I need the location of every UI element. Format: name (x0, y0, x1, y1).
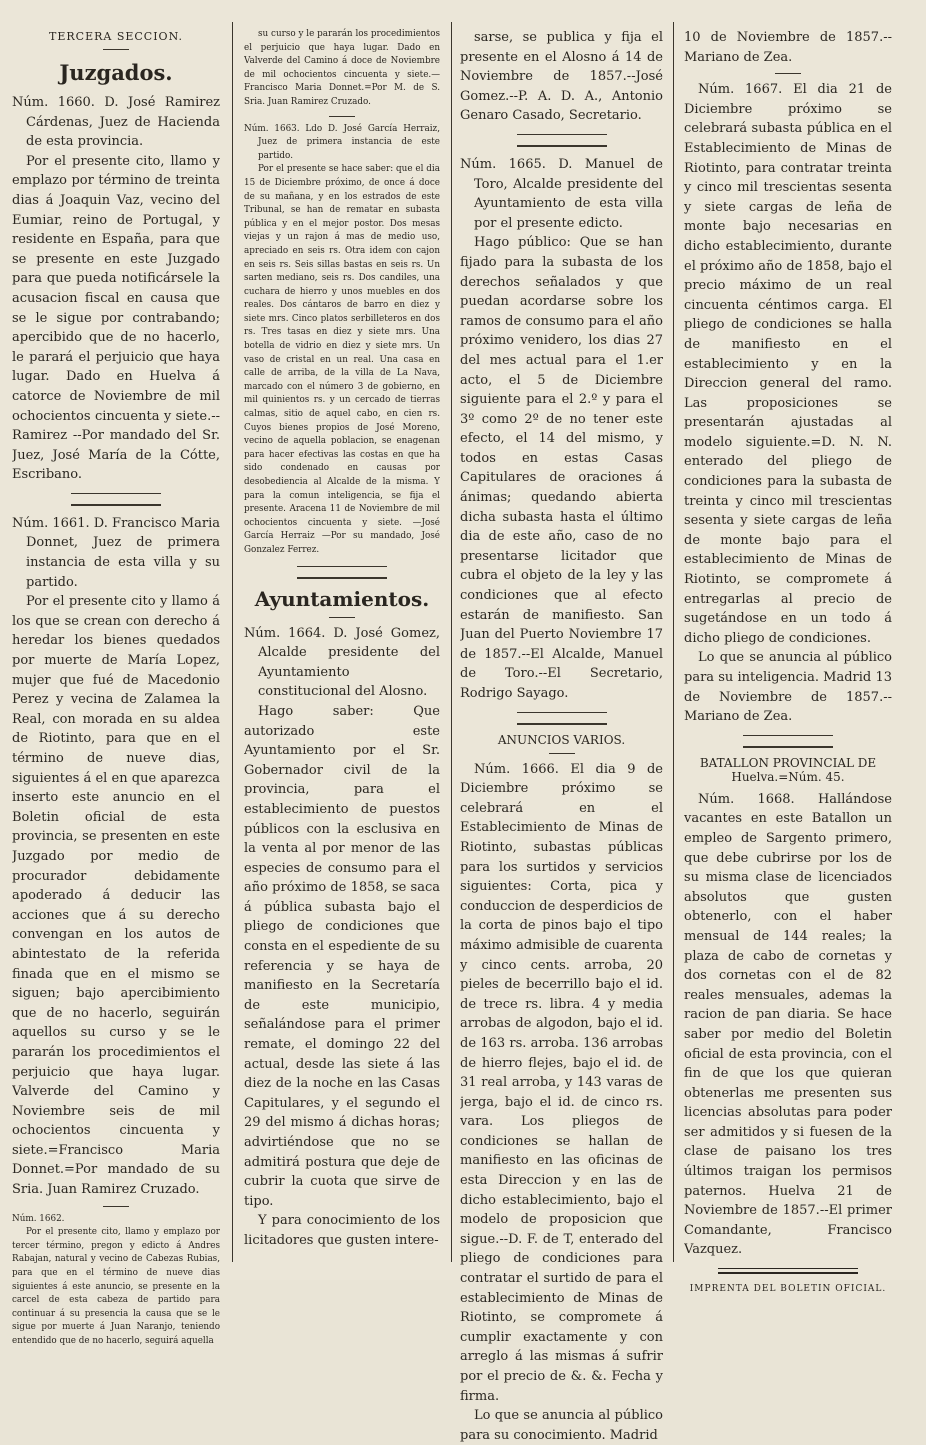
notice-1665-header: Núm. 1665. D. Manuel de Toro, Alcalde presidente del Ayuntamiento de esta villa por el presente edicto. (460, 156, 663, 231)
heading-ayuntamientos: Ayuntamientos. (254, 586, 430, 611)
notice-1664-header: Núm. 1664. D. José Gomez, Alcalde presidente del Ayuntamiento constitucional del Alosno. (244, 625, 440, 700)
notice-1667-body: Núm. 1667. El dia 21 de Diciembre próximo se celebrará subasta pública en el Establecimiento de Minas de Riotinto, para contratar treinta y cinco mil trescientas sesenta y siete cargas de leña de monte bajo necesarias en dicho establecimiento, durante el próximo año de 1858, bajo el precio máximo de un real cincuenta céntimos carga. El pliego de condiciones se halla de manifiesto en el establecimiento y en la Direccion general del ramo. Las proposiciones se presentarán ajustadas al modelo siguiente.=D. N. N. enterado del pliego de condiciones para la subasta de treinta y cinco mil trescientas sesenta y siete cargas de leña de monte bajo para el establecimiento de Minas de Riotinto, se compromete á entregarlas al precio de sugetándose en un todo á dicho pliego de condiciones. (684, 82, 892, 646)
divider (718, 1268, 858, 1274)
column-rule (451, 22, 452, 1262)
notice-1663-body: Por el presente se hace saber: que el dia 15 de Diciembre próximo, de once á doce de su mañana, y en los estrados de este Tribunal, se han de rematar en subasta pública y en el mejor postor. Dos mesas viejas y un rajon á mas de medio uso, apreciado en seis rs. Otra idem con cajon en seis rs. Seis sillas bastas en seis rs. Un sarten mediano, seis rs. Dos candiles, una cuchara de hierro y unos muebles en dos reales. Dos cántaros de barro en diez y siete mrs. Cinco platos serbilleteros en dos rs. Tres tasas en diez y siete mrs. Una botella de vidrio en diez y siete mrs. Un vaso de cristal en un real. Una casa en calle de arriba, de la villa de La Nava, marcado con el número 3 de gobierno, en mil quinientos rs. y un cercado de tierras calmas, sitio de aquel cabo, en cien rs. Cuyos bienes propios de José Moreno, vecino de aquella poblacion, se enagenan para hacer efectivas las costas en que ha sido condenado en causas por desobediencia al Alcalde de la misma. Y para la comun inteligencia, se fija el presente. Aracena 11 de Noviembre de mil ochocientos cincuenta y siete. —José García Herraiz —Por su mandado, José Gonzalez Ferrez. (244, 164, 440, 555)
notice-1666-closing: Lo que se anuncia al público para su conocimiento. Madrid (460, 1408, 663, 1443)
column-1 (12, 28, 220, 1349)
notice-1667-closing: Lo que se anuncia al público para su inteligencia. Madrid 13 de Noviembre de 1857.-- Mariano de Zea. (684, 650, 892, 725)
printer-footer: IMPRENTA DEL BOLETIN OFICIAL. (689, 1284, 887, 1295)
divider (517, 134, 607, 147)
notice-1662-header: Núm. 1662. (12, 1213, 65, 1224)
section-title: TERCERA SECCION. (49, 30, 183, 43)
divider (329, 116, 355, 117)
divider (517, 712, 607, 725)
divider (103, 49, 129, 50)
column-3 (460, 28, 663, 1445)
heading-batallon: BATALLON PROVINCIAL DE (699, 755, 877, 770)
notice-1664-closing: Y para conocimiento de los licitadores que gusten intere- (244, 1213, 440, 1248)
divider (549, 753, 575, 754)
column-2 (244, 28, 440, 1251)
notice-1666-continued: 10 de Noviembre de 1857.-- Mariano de Zea. (684, 30, 892, 65)
divider (297, 566, 387, 579)
notice-1662-continued: su curso y le pararán los procedimientos el perjuicio que haya lugar. Dado en Valverde del Camino á doce de Noviembre de mil ochocientos cincuenta y siete.—Francisco Maria Donnet.=Por M. de S. Sria. Juan Ramirez Cruzado. (244, 29, 440, 107)
notice-1668-body: Núm. 1668. Hallándose vacantes en este Batallon un empleo de Sargento primero, que debe cubrirse por los de su misma clase de licenciados absolutos que gusten obtenerlo, con el haber mensual de 144 reales; la plaza de cabo de cornetas y dos cornetas con el de 82 reales mensuales, ademas la racion de pan diaria. Se hace saber por medio del Boletin oficial de esta provincia, con el fin de que los que quieran obtenerlas me presenten sus licencias absolutas para poder ser admitidos y si fuesen de la clase de paisano los tres últimos traigan los permisos paternos. Huelva 21 de Noviembre de 1857.--El primer Comandante, Francisco Vazquez. (684, 791, 892, 1258)
notice-1660-header: Núm. 1660. D. José Ramirez Cárdenas, Juez de Hacienda de esta provincia. (12, 95, 220, 150)
column-rule (673, 22, 674, 1262)
divider (103, 1206, 129, 1207)
divider (775, 73, 801, 74)
notice-1665-body: Hago público: Que se han fijado para la subasta de los derechos señalados y que puedan acordarse sobre los ramos de consumo para el año próximo venidero, los dias 27 del mes actual para el 1.er acto, el 5 de Diciembre siguiente para el 2.º y para el 3º como 2º de no tener este efecto, el 14 del mismo, y todos en estas Casas Capitulares de oraciones á ánimas; quedando abierta dicha subasta hasta el último dia de este año, caso de no presentarse licitador que cubra el objeto de la ley y las condiciones que al efecto estarán de manifiesto. San Juan del Puerto Noviembre 17 de 1857.--El Alcalde, Manuel de Toro.--El Secretario, Rodrigo Sayago. (460, 235, 663, 701)
column-4 (684, 28, 892, 1294)
notice-1661-body: Por el presente cito y llamo á los que se crean con derecho á heredar los bienes quedados por muerte de María Lopez, mujer que fué de Macedonio Perez y vecina de Zalamea la Real, con morada en su aldea de Riotinto, para que en el término de nueve dias, siguientes á el en que aparezca inserto este anuncio en el Boletin oficial de esta provincia, se presenten en este Juzgado por medio de procurador debidamente apoderado á deducir las acciones que á su derecho convengan en los autos de abintestato de la referida finada que en el mismo se siguen; bajo apercibimiento que de no hacerlo, seguirán aquellos su curso y se le pararán los procedimientos el perjuicio que haya lugar. Valverde del Camino y Noviembre seis de mil ochocientos cincuenta y siete.=Francisco Maria Donnet.=Por mandado de su Sria. Juan Ramirez Cruzado. (12, 594, 220, 1198)
heading-anuncios-varios: ANUNCIOS VARIOS. (497, 732, 626, 747)
heading-juzgados: Juzgados. (59, 60, 173, 85)
divider (71, 493, 161, 506)
notice-1666-body: Núm. 1666. El dia 9 de Diciembre próximo se celebrará en el Establecimiento de Minas de Riotinto, subastas públicas para los surtidos y servicios siguientes: Corta, pica y conduccion de desperdicios de la corta de pinos bajo el tipo máximo admisible de cuarenta y cinco cents. arroba, 20 pieles de becerrillo bajo el id. de trece rs. libra. 4 y media arrobas de algodon, bajo el id. de 163 rs. arroba. 136 arrobas de hierro flejes, bajo el id. de 31 real arroba, y 143 varas de jerga, bajo el id. de cinco rs. vara. Los pliegos de condiciones se hallan de manifiesto en las oficinas de esta Direccion y en las de dicho establecimiento, bajo el modelo de proposicion que sigue.--D. F. de T, enterado del pliego de condiciones para contratar el surtido de para el establecimiento de Minas de Riotinto, se compromete á cumplir exactamente y con arreglo á las mismas á sufrir por el precio de &. &. Fecha y firma. (460, 761, 663, 1404)
notice-1663-header: Núm. 1663. Ldo D. José García Herraiz, Juez de primera instancia de este partido. (244, 123, 440, 161)
notice-1661-header: Núm. 1661. D. Francisco Maria Donnet, Juez de primera instancia de esta villa y su partido. (12, 515, 220, 590)
column-rule (232, 22, 233, 1262)
heading-batallon-sub: Huelva.=Núm. 45. (731, 769, 845, 784)
notice-1664-body: Hago saber: Que autorizado este Ayuntamiento por el Sr. Gobernador civil de la provincia, para el establecimiento de puestos públicos con la esclusiva en la venta al por menor de las especies de consumo para el año próximo de 1858, se saca á pública subasta bajo el pliego de condiciones que consta en el espediente de su referencia y se haya de manifiesto en la Secretaría de este municipio, señalándose para el primer remate, el domingo 22 del actual, desde las siete á las diez de la noche en las Casas Capitulares, y el segundo el 29 del mismo á dichas horas; advirtiéndose que no se admitirá postura que deje de cubrir la cuota que sirve de tipo. (244, 703, 440, 1209)
notice-1660-body: Por el presente cito, llamo y emplazo por término de treinta dias á Joaquin Vaz, vecino del Eumiar, reino de Portugal, y residente en España, para que se presente en este Juzgado para que pueda notificársele la acusacion fiscal en causa que se le sigue por contrabando; apercibido que de no hacerlo, le parará el perjuicio que haya lugar. Dado en Huelva á catorce de Noviembre de mil ochocientos cincuenta y siete.--Ramirez --Por mandado del Sr. Juez, José María de la Cótte, Escribano. (12, 153, 220, 483)
notice-1664-continued: sarse, se publica y fija el presente en el Alosno á 14 de Noviembre de 1857.--José Gomez.--P. A. D. A., Antonio Genaro Casado, Secretario. (460, 30, 663, 124)
divider (743, 735, 833, 748)
divider (329, 617, 355, 618)
notice-1662-body: Por el presente cito, llamo y emplazo por tercer término, pregon y edicto á Andres Rabajan, natural y vecino de Cabezas Rubias, para que en el término de nueve dias siguientes á este anuncio, se presente en la carcel de esta cabeza de partido para continuar á su presencia la causa que se le sigue por muerte á Juan Naranjo, teniendo entendido que de no hacerlo, seguirá aquella (12, 1227, 220, 1346)
